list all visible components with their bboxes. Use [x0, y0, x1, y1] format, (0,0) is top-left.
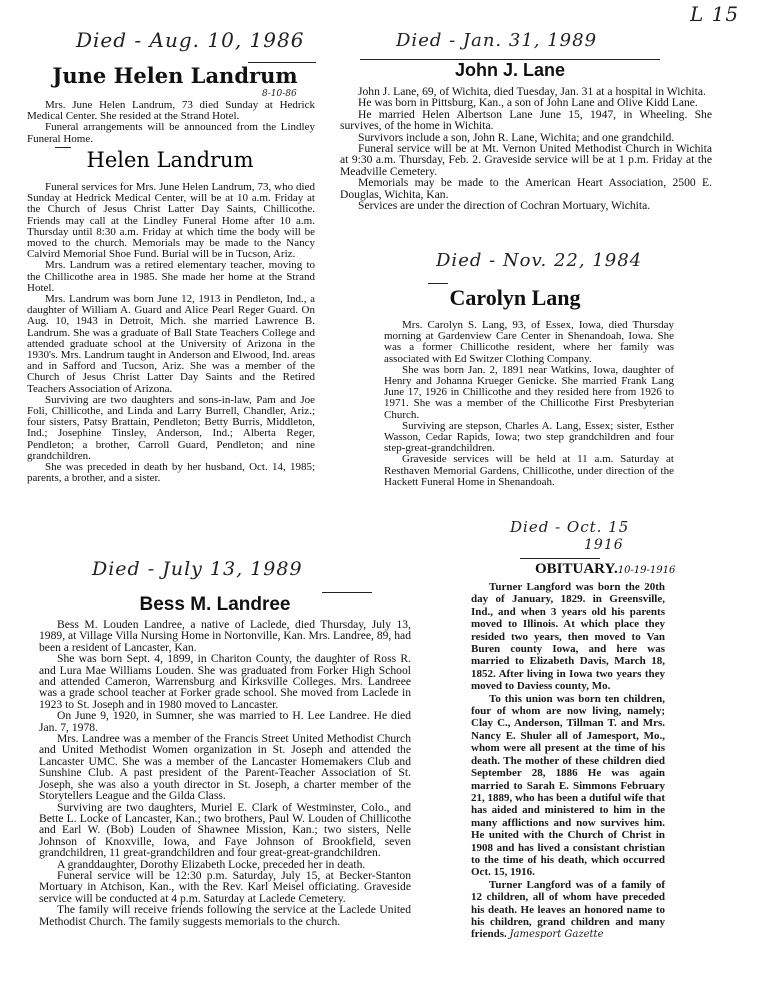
article-turner-langford — [471, 581, 665, 942]
paragraph: Mrs. June Helen Landrum, 73 died Sunday at Hedrick Medical Center. She resided at the Strand Hotel. — [27, 99, 315, 123]
headline-helen-landrum: Helen Landrum — [86, 148, 254, 172]
paragraph: She was born Sept. 4, 1899, in Chariton County, the daughter of Ross R. and Lura Mae Williams Louden. She was graduated from Forker High School and attended Cameron, Warrensburg and Kirksville Colleges. Mrs. Landreee was a grade school teacher at Forker grade school. She moved from Laclede in 1923 to St. Joseph and in 1980 moved to Lancaster. — [39, 652, 411, 711]
paragraph-text: Turner Langford was of a family of 12 children, all of whom have preceded his death. He leaves an honored name to his children, grand children and many friends. — [471, 878, 665, 941]
paragraph: John J. Lane, 69, of Wichita, died Tuesday, Jan. 31 at a hospital in Wichita. — [358, 85, 706, 98]
paragraph: He was born in Pittsburg, Kan., a son of John Lane and Olive Kidd Lane. — [358, 96, 698, 110]
source-signature: Jamesport Gazette — [509, 929, 604, 941]
paragraph: Graveside services will be held at 11 a.m. Saturday at Resthaven Memorial Gardens, Chillicothe, under direction of the Hackett Funeral Home in Shenandoah. — [384, 453, 674, 488]
paragraph: A granddaughter, Dorothy Elizabeth Locke, preceded her in death. — [57, 857, 366, 871]
handwritten-date-john-j-lane: Died - Jan. 31, 1989 — [396, 30, 598, 51]
paragraph: To this union was born ten children, four of whom are now living, namely; Clay C., Anderson, Tillman T. and Mrs. Nancy E. Shuler all of Jamesport, Mo., whom were all present at the time of his death. The mother of these children died September 28, 1886 He was again married to Sarah E. Simmons February 21, 1889, who has been a dutiful wife that has aided and ministered to him in the many afflictions and now survives him. He united with the Church of Christ in 1908 and has lived a consistant christian to the time of his death, which occurred Oct. 15, 1916. — [471, 692, 665, 879]
article-john-j-lane — [340, 86, 712, 211]
article-carolyn-lang — [384, 320, 674, 488]
handwritten-year-turner-langford: 1916 — [584, 537, 624, 553]
page-note: L 15 — [690, 2, 740, 26]
paragraph: She was born Jan. 2, 1891 near Watkins, Iowa, daughter of Henry and Johanna Krueger Genicke. She married Frank Lang June 17, 1926 in Chillicothe and they resided here from 1926 to 1971. She was a member of the Chillicothe First Presbyterian Church. — [384, 363, 674, 421]
paragraph: Mrs. Landrum was born June 12, 1913 in Pendleton, Ind., a daughter of William A. Guard and Alice Pearl Reger Guard. On Aug. 10, 1943 in Detroit, Mich. she married Lawrence B. Landrum. She was a graduate of Ball State Teachers College and attended graduate school at the University of Arizona in the 1930's. Mrs. Landrum taught in Anderson and Elwood, Ind. areas and in Safford and Tucson, Ariz. She was a member of the Church of Jesus Christ Latter Day Saints and the Retired Teachers Association of Arizona. — [27, 293, 315, 395]
article-bess-m-landree — [39, 619, 411, 927]
paragraph: Surviving are stepson, Charles A. Lang, Essex; sister, Esther Wasson, Cedar Rapids, Iowa; two step grandchildren and four step-great-grandchildren. — [384, 419, 674, 455]
paragraph: She was preceded in death by her husband, Oct. 14, 1985; parents, a brother, and a sister. — [27, 461, 315, 485]
paragraph: Survivors include a son, John R. Lane, Wichita; and one grandchild. — [358, 130, 675, 144]
article-june-helen-landrum — [27, 100, 315, 145]
handwritten-date-june-helen-landrum: Died - Aug. 10, 1986 — [76, 28, 305, 52]
headline-rule — [322, 592, 372, 593]
headline-june-helen-landrum: June Helen Landrum — [52, 63, 298, 88]
headline-obituary-date: 10-19-1916 — [617, 565, 676, 576]
headline-carolyn-lang: Carolyn Lang — [449, 285, 581, 310]
paragraph: Funeral service will be at Mt. Vernon United Methodist Church in Wichita at 9:30 a.m. Thursday, Feb. 2. Graveside service will be at 1 p.m. Friday at the Meadville Cemetery. — [340, 142, 712, 178]
headline-bess-m-landree: Bess M. Landree — [139, 594, 291, 615]
paragraph: Surviving are two daughters, Muriel E. Clark of Westminster, Colo., and Bette L. Locke of Lancaster, Kan.; two brothers, Paul W. Louden of Chillicothe and Earl W. (Bob) Louden of Shawnee Mission, Kan.; two sisters, Nelle Johnson of Knoxville, Iowa, and Faye Johnson of Brookfield, seven grandchildren, 11 great-grandchildren and four great-great-grandchildren. — [39, 800, 411, 860]
paragraph: Memorials may be made to the American Heart Association, 2500 E. Douglas, Wichita, Kan. — [340, 176, 712, 201]
paragraph: Surviving are two daughters and sons-in-law, Pam and Joe Foli, Chillicothe, and Linda and Larry Burrell, Chandler, Ariz.; four sisters, Patsy Brattain, Pendleton; Betty Burris, Middleton, Ind.; Josephine Tinsley, Anderson, Ind.; Alberta Reger, Pendleton; a brother, Carroll Guard, Pendleton; and nine grandchildren. — [27, 393, 315, 462]
headline-rule — [55, 147, 71, 148]
paragraph: On June 9, 1920, in Sumner, she was married to H. Lee Landree. He died Jan. 7, 1978. — [39, 709, 411, 734]
paragraph: The family will receive friends following the service at the Laclede United Methodist Church. The family suggests memorials to the church. — [39, 903, 411, 928]
headline-obituary — [535, 561, 675, 578]
inline-date-note: 8-10-86 — [262, 89, 297, 99]
paragraph — [471, 879, 665, 942]
headline-john-j-lane: John J. Lane — [454, 60, 566, 80]
paragraph: Services are under the direction of Cochran Mortuary, Wichita. — [358, 199, 651, 213]
handwritten-date-turner-langford: Died - Oct. 15 — [510, 518, 630, 536]
headline-obituary-text: OBITUARY. — [535, 561, 618, 577]
paragraph: Mrs. Carolyn S. Lang, 93, of Essex, Iowa, died Thursday morning at Gardenview Care Center in Shenandoah, Iowa. She was a former Chillicothe resident, where her family was associated with Ed Switzer Clothing Company. — [384, 319, 674, 365]
paragraph: Funeral service will be 12:30 p.m. Saturday, July 15, at Becker-Stanton Mortuary in Atchison, Kan., with the Rev. Karl Meisel officiating. Graveside service will be conducted at 4 p.m. Saturday at Laclede Cemetery. — [39, 868, 411, 905]
handwritten-date-bess-m-landree: Died - July 13, 1989 — [92, 558, 303, 580]
paragraph: Mrs. Landree was a member of the Francis Street United Methodist Church and United Methodist Women organization in St. Joseph and attended the Lancaster UMC. She was a member of the Lancaster Homemakers Club and Sunshine Club. A past president of the Parent-Teacher Association of St. Joseph, she was also a youth director in St. Joseph, a charter member of the Storytellers League and the Gilda Class. — [39, 732, 411, 803]
paragraph: Mrs. Landrum was a retired elementary teacher, moving to the Chillicothe area in 1985. She made her home at the Strand Hotel. — [27, 259, 315, 294]
paragraph: Funeral services for Mrs. June Helen Landrum, 73, who died Sunday at Hedrick Medical Center, will be at 10 a.m. Friday at the Church of Jesus Christ Latter Day Saints, Chillicothe. Friends may call at the Lindley Funeral Home after 10 a.m. Thursday until 8:30 a.m. Friday at which time the body will be moved to the church. Memorials may be made to the Nancy Calvird Memorial Shoe Fund. Burial will be in Tucson, Ariz. — [27, 181, 315, 261]
handwritten-date-carolyn-lang: Died - Nov. 22, 1984 — [436, 250, 643, 271]
paragraph: Bess M. Louden Landree, a native of Laclede, died Thursday, July 13, 1989, at Village Villa Nursing Home in Nortonville, Kan. Mrs. Landree, 89, had been a resident of Lancaster, Kan. — [39, 618, 411, 654]
headline-rule — [428, 283, 448, 284]
paragraph: Funeral arrangements will be announced from the Lindley Funeral Home. — [27, 121, 315, 145]
paragraph: He married Helen Albertson Lane June 15, 1947, in Wheeling. She survives, of the home in Wichita. — [340, 107, 712, 133]
paragraph: Turner Langford was born the 20th day of January, 1829. in Greensville, Ind., and when 3 years old his parents moved to Illinois. At which place they resided two years, then moved to Van Buren county Iowa, and here was married to Elizabeth Davis, March 18, 1852. After living in Iowa two years they moved to Daviess county, Mo. — [471, 581, 665, 693]
headline-rule — [520, 558, 600, 559]
article-helen-landrum — [27, 182, 315, 484]
